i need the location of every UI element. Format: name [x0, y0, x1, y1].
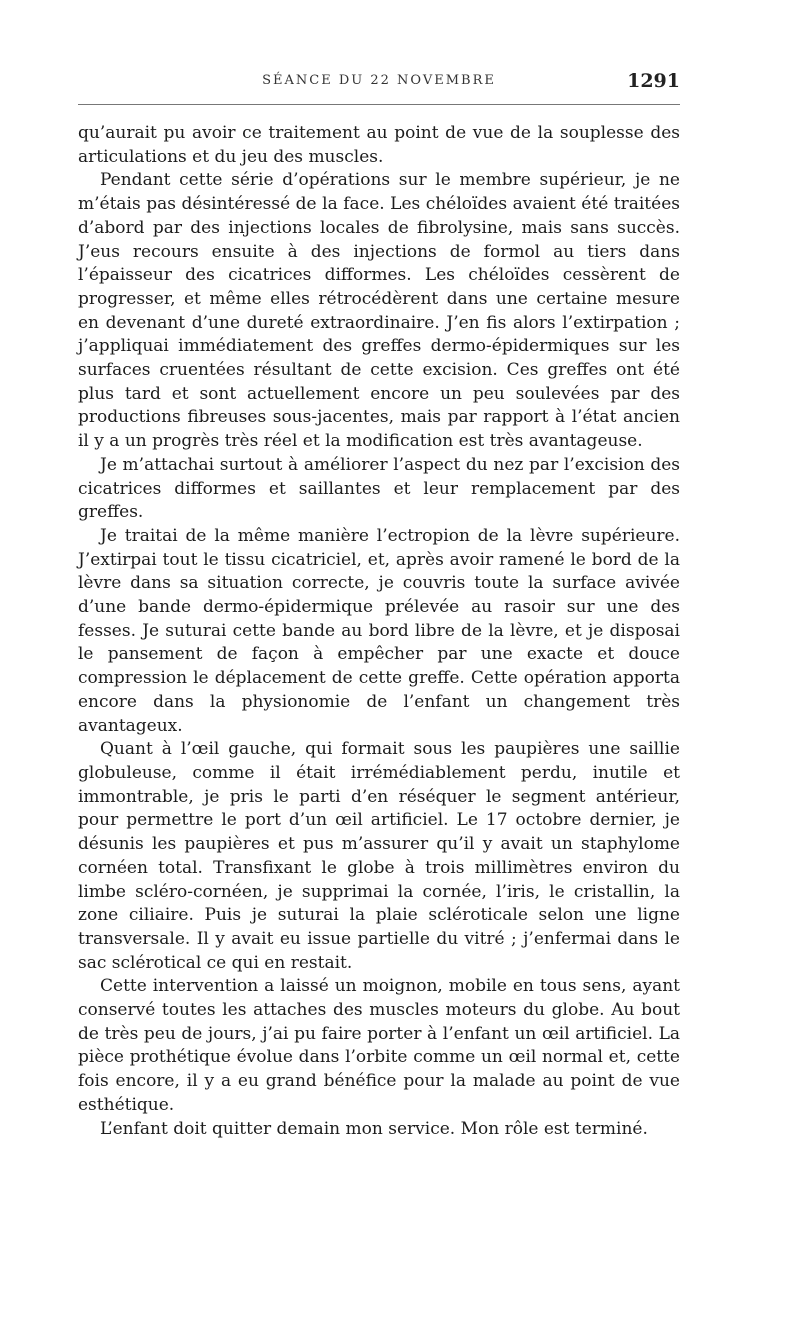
page-header	[78, 70, 680, 94]
header-rule	[78, 104, 680, 105]
paragraph: Je traitai de la même manière l’ectropion de la lèvre supérieure. J’extirpai tout le tissu cicatriciel, et, après avoir ramené le bord de la lèvre dans sa situation correcte, je couvris toute la surface avivée d’une bande dermo-épidermique prélevée au rasoir sur une des fesses. Je suturai cette bande au bord libre de la lèvre, et je disposai le pansement de façon à empêcher par une exacte et douce compression le déplacement de cette greffe. Cette opération apporta encore dans la physionomie de l’enfant un changement très avantageux.	[78, 525, 680, 736]
body-text	[78, 122, 680, 1141]
running-title: SÉANCE DU 22 NOVEMBRE	[262, 73, 496, 88]
paragraph: Je m’attachai surtout à améliorer l’aspect du nez par l’excision des cicatrices difformes et saillantes et leur remplacement par des greffes.	[78, 454, 680, 523]
paragraph: Quant à l’œil gauche, qui formait sous les paupières une saillie globuleuse, comme il était irrémédiablement perdu, inutile et immontrable, je pris le parti d’en réséquer le segment antérieur, pour permettre le port d’un œil artificiel. Le 17 octobre dernier, je désunis les paupières et pus m’assurer qu’il y avait un staphylome cornéen total. Transfixant le globe à trois millimètres environ du limbe scléro-cornéen, je supprimai la cornée, l’iris, le cristallin, la zone ciliaire. Puis je suturai la plaie scléroticale selon une ligne transversale. Il y avait eu issue partielle du vitré ; j’enfermai dans le sac sclérotical ce qui en restait.	[78, 739, 680, 973]
paragraph: L’enfant doit quitter demain mon service. Mon rôle est terminé.	[100, 1118, 648, 1139]
paragraph: qu’aurait pu avoir ce traitement au point de vue de la souplesse des articulations et du jeu des muscles.	[78, 123, 680, 167]
page-number: 1291	[627, 70, 680, 92]
paragraph: Cette intervention a laissé un moignon, mobile en tous sens, ayant conservé toutes les attaches des muscles moteurs du globe. Au bout de très peu de jours, j’ai pu faire porter à l’enfant un œil artificiel. La pièce prothétique évolue dans l’orbite comme un œil normal et, cette fois encore, il y a eu grand bénéfice pour la malade au point de vue esthétique.	[78, 976, 680, 1115]
paragraph: Pendant cette série d’opérations sur le membre supérieur, je ne m’étais pas désintéressé de la face. Les chéloïdes avaient été traitées d’abord par des injections locales de fibrolysine, mais sans succès. J’eus recours ensuite à des injections de formol au tiers dans l’épaisseur des cicatrices difformes. Les chéloïdes cessèrent de progresser, et même elles rétrocédèrent dans une certaine mesure en devenant d’une dureté extraordinaire. J’en fis alors l’extirpation ; j’appliquai immédiatement des greffes dermo-épidermiques sur les surfaces cruentées résultant de cette excision. Ces greffes ont été plus tard et sont actuellement encore un peu soulevées par des productions fibreuses sous-jacentes, mais par rapport à l’état ancien il y a un progrès très réel et la modification est très avantageuse.	[78, 170, 680, 452]
